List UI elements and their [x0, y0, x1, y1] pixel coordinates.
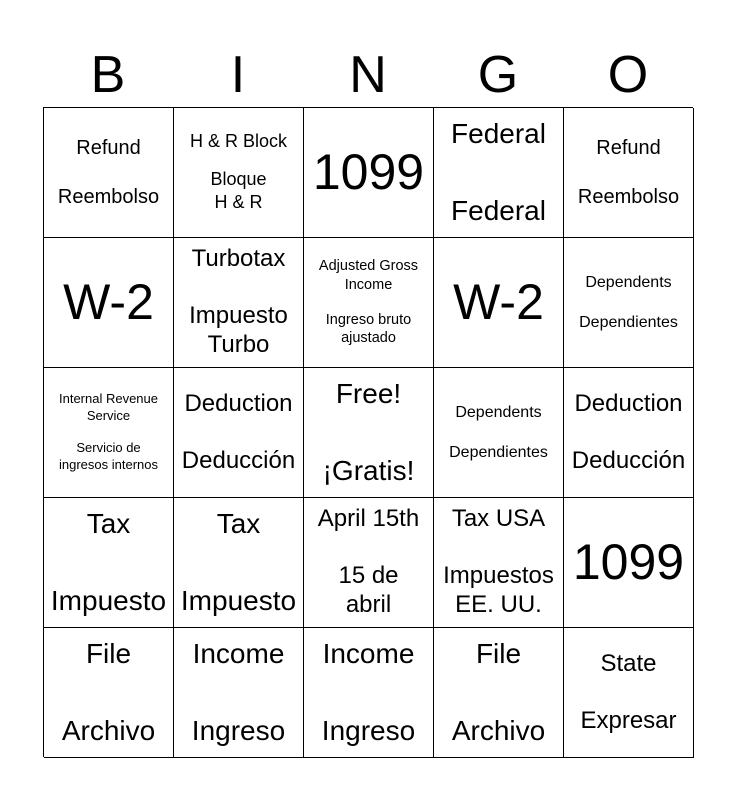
- cell-text-line: Dependents: [455, 403, 542, 421]
- bingo-cell[interactable]: [564, 498, 694, 628]
- cell-text-line: abril: [345, 590, 392, 618]
- bingo-cell[interactable]: [564, 238, 694, 368]
- bingo-cell[interactable]: [304, 628, 434, 758]
- bingo-header: [43, 44, 693, 106]
- cell-text-line: File: [475, 638, 522, 670]
- cell-text-line: State: [600, 649, 657, 677]
- cell-text-line: Bloque: [210, 168, 267, 189]
- bingo-cell[interactable]: [564, 108, 694, 238]
- bingo-cell[interactable]: [44, 368, 174, 498]
- cell-text-line: April 15th: [317, 505, 420, 533]
- bingo-cell[interactable]: [304, 498, 434, 628]
- cell-text-line: Tax: [86, 508, 131, 540]
- bingo-cell[interactable]: [174, 238, 304, 368]
- cell-text-line: Internal Revenue: [58, 391, 158, 407]
- cell-text-line: Impuesto: [180, 584, 297, 616]
- bingo-cell[interactable]: [564, 368, 694, 498]
- cell-text-line: Dependents: [585, 273, 672, 291]
- bingo-cell[interactable]: [434, 368, 564, 498]
- bingo-cell[interactable]: [44, 238, 174, 368]
- bingo-cell[interactable]: [304, 238, 434, 368]
- cell-text-line: File: [85, 638, 132, 670]
- cell-text-line: W-2: [63, 274, 154, 331]
- cell-text-line: ¡Gratis!: [322, 454, 415, 486]
- bingo-cell[interactable]: [434, 108, 564, 238]
- header-letter-n: N: [349, 46, 387, 104]
- cell-text-line: Expresar: [580, 706, 677, 734]
- bingo-cell[interactable]: [44, 498, 174, 628]
- cell-text-line: 1099: [572, 534, 685, 591]
- cell-text-line: Dependientes: [579, 313, 678, 331]
- bingo-cell[interactable]: [174, 628, 304, 758]
- cell-text-line: Income: [344, 276, 393, 293]
- cell-text-line: Free!: [335, 378, 402, 410]
- cell-text-line: EE. UU.: [455, 590, 542, 618]
- header-letter-b: B: [90, 46, 126, 104]
- bingo-cell[interactable]: [434, 238, 564, 368]
- cell-text-line: Federal: [451, 118, 546, 150]
- cell-text-line: Refund: [596, 136, 661, 159]
- cell-text-line: 1099: [312, 144, 425, 201]
- bingo-cell[interactable]: [434, 498, 564, 628]
- bingo-cell[interactable]: [304, 108, 434, 238]
- cell-text-line: Income: [322, 638, 415, 670]
- cell-text-line: Turbotax: [191, 245, 286, 273]
- cell-text-line: Impuesto: [50, 584, 167, 616]
- cell-text-line: W-2: [453, 274, 544, 331]
- cell-text-line: Tax: [216, 508, 261, 540]
- cell-text-line: H & R Block: [189, 131, 288, 152]
- header-letter-g: G: [477, 46, 519, 104]
- cell-text-line: Deducción: [571, 446, 686, 474]
- bingo-cell[interactable]: [304, 368, 434, 498]
- cell-text-line: Reembolso: [577, 186, 680, 208]
- bingo-cell[interactable]: [564, 628, 694, 758]
- cell-text-line: ingresos internos: [59, 456, 158, 472]
- header-letter-i: I: [230, 46, 246, 104]
- cell-text-line: H & R: [214, 192, 263, 213]
- cell-text-line: Reembolso: [57, 186, 160, 208]
- header-letter-o: O: [607, 46, 649, 104]
- cell-text-line: Refund: [76, 136, 141, 159]
- cell-text-line: Archivo: [61, 714, 156, 746]
- bingo-cell[interactable]: [174, 498, 304, 628]
- cell-text-line: Servicio de: [76, 440, 141, 455]
- cell-text-line: Impuestos: [443, 562, 554, 590]
- cell-text-line: Archivo: [451, 714, 546, 746]
- bingo-cell[interactable]: [44, 108, 174, 238]
- bingo-card-grid: [43, 107, 693, 757]
- cell-text-line: Deduction: [184, 389, 293, 417]
- cell-text-line: Income: [192, 638, 285, 670]
- cell-text-line: Deducción: [181, 446, 296, 474]
- cell-text-line: ajustado: [341, 330, 396, 347]
- cell-text-line: Ingreso: [191, 714, 286, 746]
- bingo-cell[interactable]: [44, 628, 174, 758]
- cell-text-line: Impuesto: [189, 302, 288, 330]
- cell-text-line: Tax USA: [451, 505, 546, 533]
- cell-text-line: Adjusted Gross: [318, 257, 419, 274]
- cell-text-line: 15 de: [338, 562, 399, 590]
- cell-text-line: Service: [86, 408, 131, 424]
- cell-text-line: Ingreso: [321, 714, 416, 746]
- bingo-cell[interactable]: [174, 368, 304, 498]
- cell-text-line: Dependientes: [449, 443, 548, 461]
- cell-text-line: Federal: [451, 194, 546, 226]
- cell-text-line: Ingreso bruto: [325, 311, 412, 328]
- cell-text-line: Turbo: [207, 330, 270, 358]
- bingo-cell[interactable]: [174, 108, 304, 238]
- bingo-cell[interactable]: [434, 628, 564, 758]
- cell-text-line: Deduction: [574, 389, 683, 417]
